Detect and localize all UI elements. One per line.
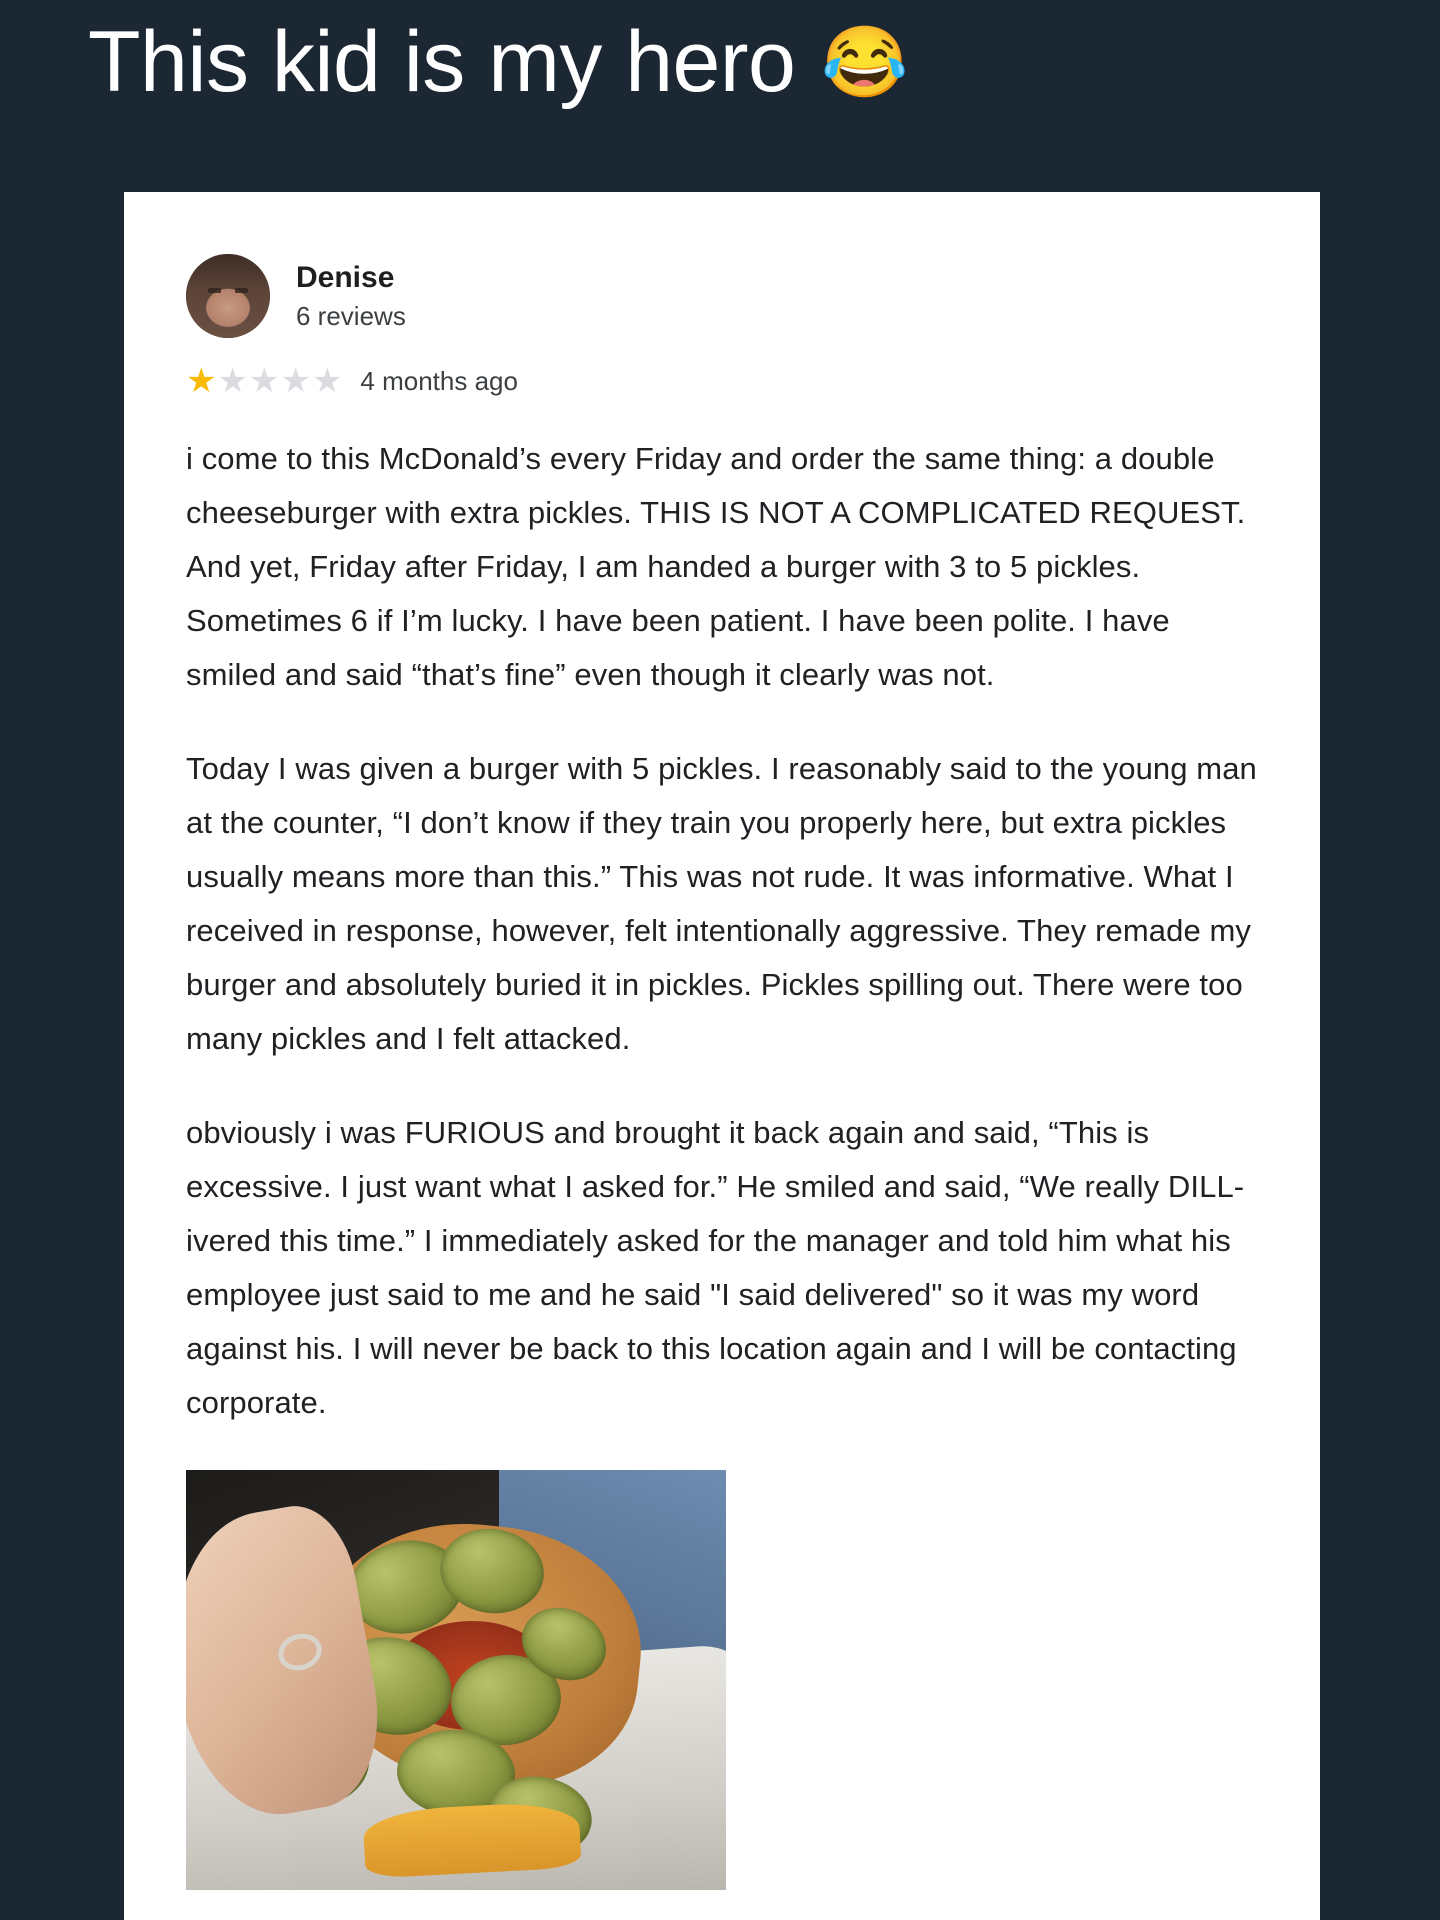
review-paragraph: i come to this McDonald’s every Friday and order the same thing: a double cheeseburger with extra pickles. THIS IS NOT A COMPLICATED REQUEST. And yet, Friday after Friday, I am handed a burger with 3 to 5 pickles. Sometimes 6 if I’m lucky. I have been patient. I have been polite. I have smiled and said “that’s fine” even though it clearly was not. (186, 441, 1246, 692)
reviewer-header (186, 254, 1258, 338)
laughing-crying-emoji-icon: 😂 (821, 23, 909, 101)
avatar-face-detail (208, 288, 248, 293)
review-photo[interactable] (186, 1470, 726, 1890)
review-paragraph: obviously i was FURIOUS and brought it back again and said, “This is excessive. I just want what I asked for.” He smiled and said, “We really DILL-ivered this time.” I immediately asked for the manager and told him what his employee just said to me and he said "I said delivered" so it was my word against his. I will never be back to this location again and I will be contacting corporate. (186, 1115, 1245, 1420)
star-empty-icon: ★ (248, 362, 280, 400)
reviewer-review-count: 6 reviews (296, 301, 406, 331)
reviewer-meta (296, 261, 406, 331)
avatar-photo (186, 254, 270, 338)
review-timestamp: 4 months ago (360, 365, 518, 396)
star-empty-icon: ★ (217, 362, 248, 400)
rating-row (186, 364, 1258, 398)
meme-caption-text: This kid is my hero (88, 14, 796, 110)
avatar[interactable] (186, 254, 270, 338)
star-empty-icon: ★ (311, 362, 343, 400)
review-paragraph: Today I was given a burger with 5 pickles. I reasonably said to the young man at the counter, “I don’t know if they train you properly here, but extra pickles usually means more than this.” This was not rude. It was informative. What I received in response, however, felt intentionally aggressive. They remade my burger and absolutely buried it in pickles. Pickles spilling out. There were too many pickles and I felt attacked. (186, 751, 1257, 1056)
meme-caption (0, 0, 1440, 118)
star-empty-icon: ★ (280, 362, 311, 400)
reviewer-name[interactable]: Denise (296, 261, 395, 294)
google-review-card (124, 192, 1320, 1920)
star-rating (186, 364, 342, 398)
star-filled-icon: ★ (186, 362, 217, 400)
review-text (186, 432, 1258, 1430)
